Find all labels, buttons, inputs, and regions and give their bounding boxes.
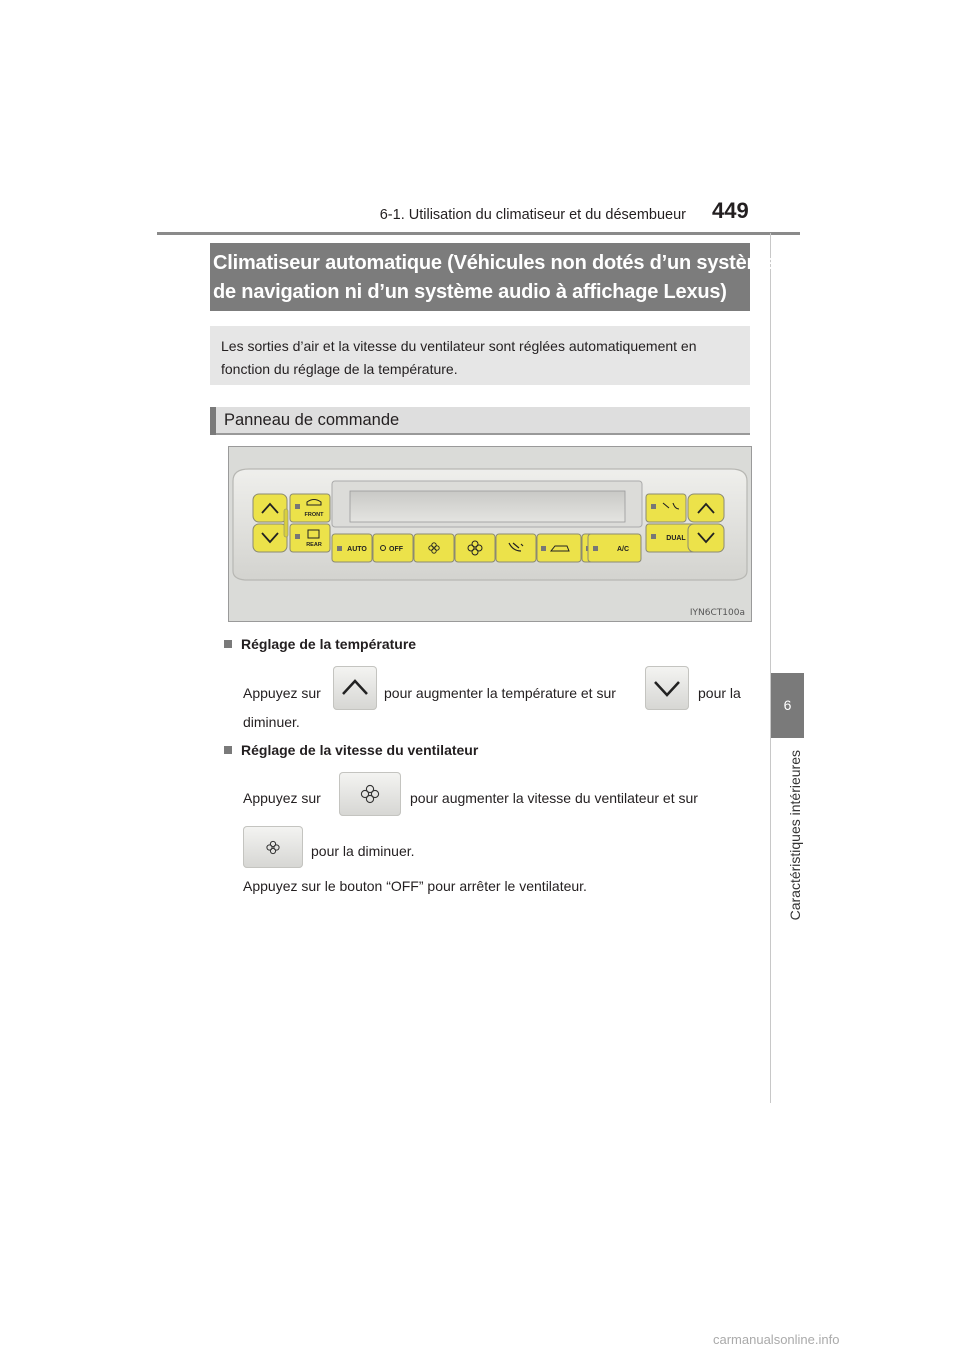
temperature-text-b: pour augmenter la température et sur bbox=[384, 685, 616, 701]
fan-up-button bbox=[455, 534, 495, 562]
intro-line-1: Les sorties d’air et la vitesse du ventilateur sont réglées automatiquement en bbox=[221, 338, 697, 354]
temperature-text-a: Appuyez sur bbox=[243, 685, 321, 701]
fan-text-a: Appuyez sur bbox=[243, 790, 321, 806]
air-outlet-button bbox=[496, 534, 536, 562]
temp-up-button-image bbox=[333, 666, 377, 710]
page-number: 449 bbox=[712, 198, 749, 223]
fan-text-c: pour la diminuer. bbox=[311, 843, 415, 859]
header-rule bbox=[157, 232, 800, 235]
intro-box bbox=[210, 326, 750, 385]
temperature-heading: Réglage de la température bbox=[224, 636, 416, 652]
left-temp-up-button bbox=[253, 494, 287, 522]
section-heading bbox=[210, 407, 750, 435]
heading-bullet-icon bbox=[224, 640, 232, 648]
fan-text-d: Appuyez sur le bouton “OFF” pour arrêter le ventilateur. bbox=[243, 878, 587, 894]
temperature-text-c: pour la bbox=[698, 685, 741, 701]
fan-down-button bbox=[414, 534, 454, 562]
chapter-tab: 6 bbox=[771, 673, 804, 738]
display-screen bbox=[350, 491, 625, 522]
off-label: OFF bbox=[389, 546, 403, 553]
front-label: FRONT bbox=[304, 512, 324, 518]
running-header: 6-1. Utilisation du climatiseur et du désembueur bbox=[379, 207, 686, 223]
right-temp-down-button bbox=[688, 524, 724, 552]
watermark: carmanualsonline.info bbox=[713, 1332, 840, 1347]
fan-heading: Réglage de la vitesse du ventilateur bbox=[224, 742, 478, 758]
temp-up-icon bbox=[333, 666, 377, 710]
dual-label: DUAL bbox=[666, 535, 686, 542]
section-heading-text: Panneau de commande bbox=[224, 411, 400, 429]
heading-bullet-icon bbox=[224, 746, 232, 754]
figure-code: IYN6CT100a bbox=[689, 608, 745, 618]
title-line-2: de navigation ni d’un système audio à affichage Lexus) bbox=[213, 281, 727, 303]
right-temp-up-button bbox=[688, 494, 724, 522]
side-divider bbox=[770, 233, 771, 1103]
fan-low-icon bbox=[243, 826, 303, 868]
fan-high-icon bbox=[339, 772, 401, 816]
temp-down-icon bbox=[645, 666, 689, 710]
left-temp-down-button bbox=[253, 524, 287, 552]
control-panel-figure bbox=[228, 446, 752, 622]
temperature-text-d: diminuer. bbox=[243, 714, 300, 730]
title-line-1: Climatiseur automatique (Véhicules non dotés d’un système bbox=[213, 252, 776, 274]
auto-label: AUTO bbox=[347, 546, 367, 553]
rear-label: REAR bbox=[306, 542, 322, 548]
title-banner bbox=[210, 243, 776, 311]
control-panel-illustration bbox=[229, 447, 751, 621]
fan-text-b: pour augmenter la vitesse du ventilateur et sur bbox=[410, 790, 698, 806]
fan-up-button-image bbox=[339, 772, 401, 816]
intro-line-2: fonction du réglage de la température. bbox=[221, 361, 458, 377]
fan-down-button-image bbox=[243, 826, 303, 868]
chapter-label: Caractéristiques intérieures bbox=[787, 750, 803, 921]
temp-down-button-image bbox=[645, 666, 689, 710]
ac-label: A/C bbox=[616, 546, 630, 553]
